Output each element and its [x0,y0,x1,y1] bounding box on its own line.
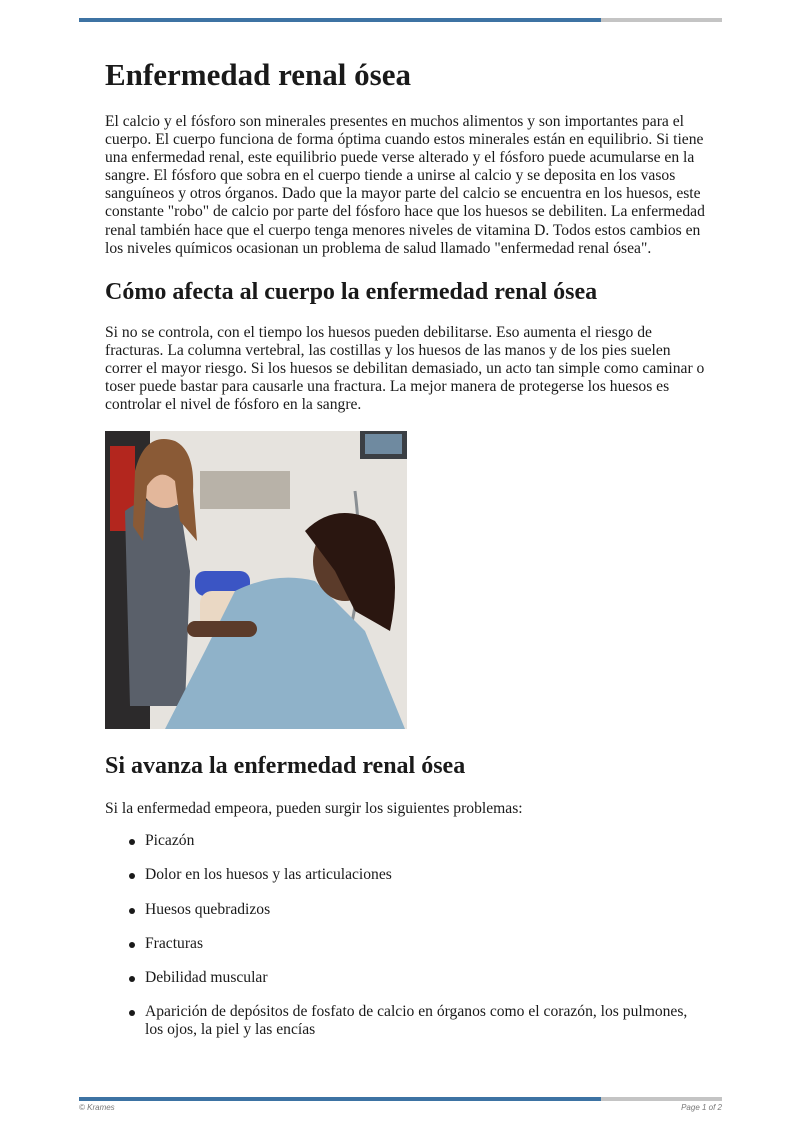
problems-list [105,832,705,1039]
bullet-icon [129,942,135,948]
list-item-text: Debilidad muscular [145,968,268,986]
patient-nurse-photo [105,431,407,729]
list-item-text: Huesos quebradizos [145,900,271,918]
bottom-rule-gray [601,1097,722,1101]
photo-illustration [105,431,407,729]
bullet-icon [129,976,135,982]
intro-paragraph: El calcio y el fósforo son minerales presentes en muchos alimentos y son importantes para el cuerpo. El cuerpo funciona de forma óptima cuando estos minerales están en equilibrio. Si tiene una enfermedad renal, este equilibrio puede verse alterado y el fósforo puede acumularse en la sangre. El fósforo que sobra en el cuerpo tiende a unirse al calcio y se deposita en los vasos sanguíneos y otros órganos. Dado que la mayor parte del calcio se encuentra en los huesos, este constante "robo" de calcio por parte del fósforo hace que los huesos se debiliten. La enfermedad renal también hace que el cuerpo tenga menores niveles de vitamina D. Todos estos cambios en los niveles químicos ocasionan un problema de salud llamado "enfermedad renal ósea". [105,113,705,257]
list-item-text: Dolor en los huesos y las articulaciones [145,866,392,884]
bullet-icon [129,839,135,845]
list-item [105,969,705,987]
bullet-icon [129,873,135,879]
top-rule [79,18,722,22]
section-heading-effects: Cómo afecta al cuerpo la enfermedad renal ósea [105,278,598,305]
bullet-icon [129,908,135,914]
list-item-text: Picazón [145,832,195,850]
top-rule-blue [79,18,601,22]
bottom-rule-blue [79,1097,601,1101]
top-rule-gray [601,18,722,22]
section-heading-progression: Si avanza la enfermedad renal ósea [105,753,466,780]
progression-paragraph: Si la enfermedad empeora, pueden surgir los siguientes problemas: [105,800,523,818]
footer-page-number: Page 1 of 2 [681,1103,722,1112]
list-item [105,832,705,850]
bottom-rule [79,1097,722,1101]
list-item-text: Aparición de depósitos de fosfato de calcio en órganos como el corazón, los pulmones, los ojos, la piel y las encías [145,1002,688,1038]
page-title: Enfermedad renal ósea [105,57,411,92]
list-item [105,935,705,953]
list-item-text: Fracturas [145,934,204,952]
effects-paragraph: Si no se controla, con el tiempo los huesos pueden debilitarse. Eso aumenta el riesgo de fracturas. La columna vertebral, las costillas y los huesos de las manos y de los pies suelen correr el mayor riesgo. Si los huesos se debilitan demasiado, un acto tan simple como caminar o toser puede bastar para causarle una fractura. La mejor manera de protegerse los huesos es controlar el nivel de fósforo en la sangre. [105,323,705,414]
footer-copyright: © Krames [79,1103,115,1112]
list-item [105,901,705,919]
list-item [105,866,705,884]
list-item [105,1003,705,1039]
document-body [105,56,705,1055]
bullet-icon [129,1010,135,1016]
